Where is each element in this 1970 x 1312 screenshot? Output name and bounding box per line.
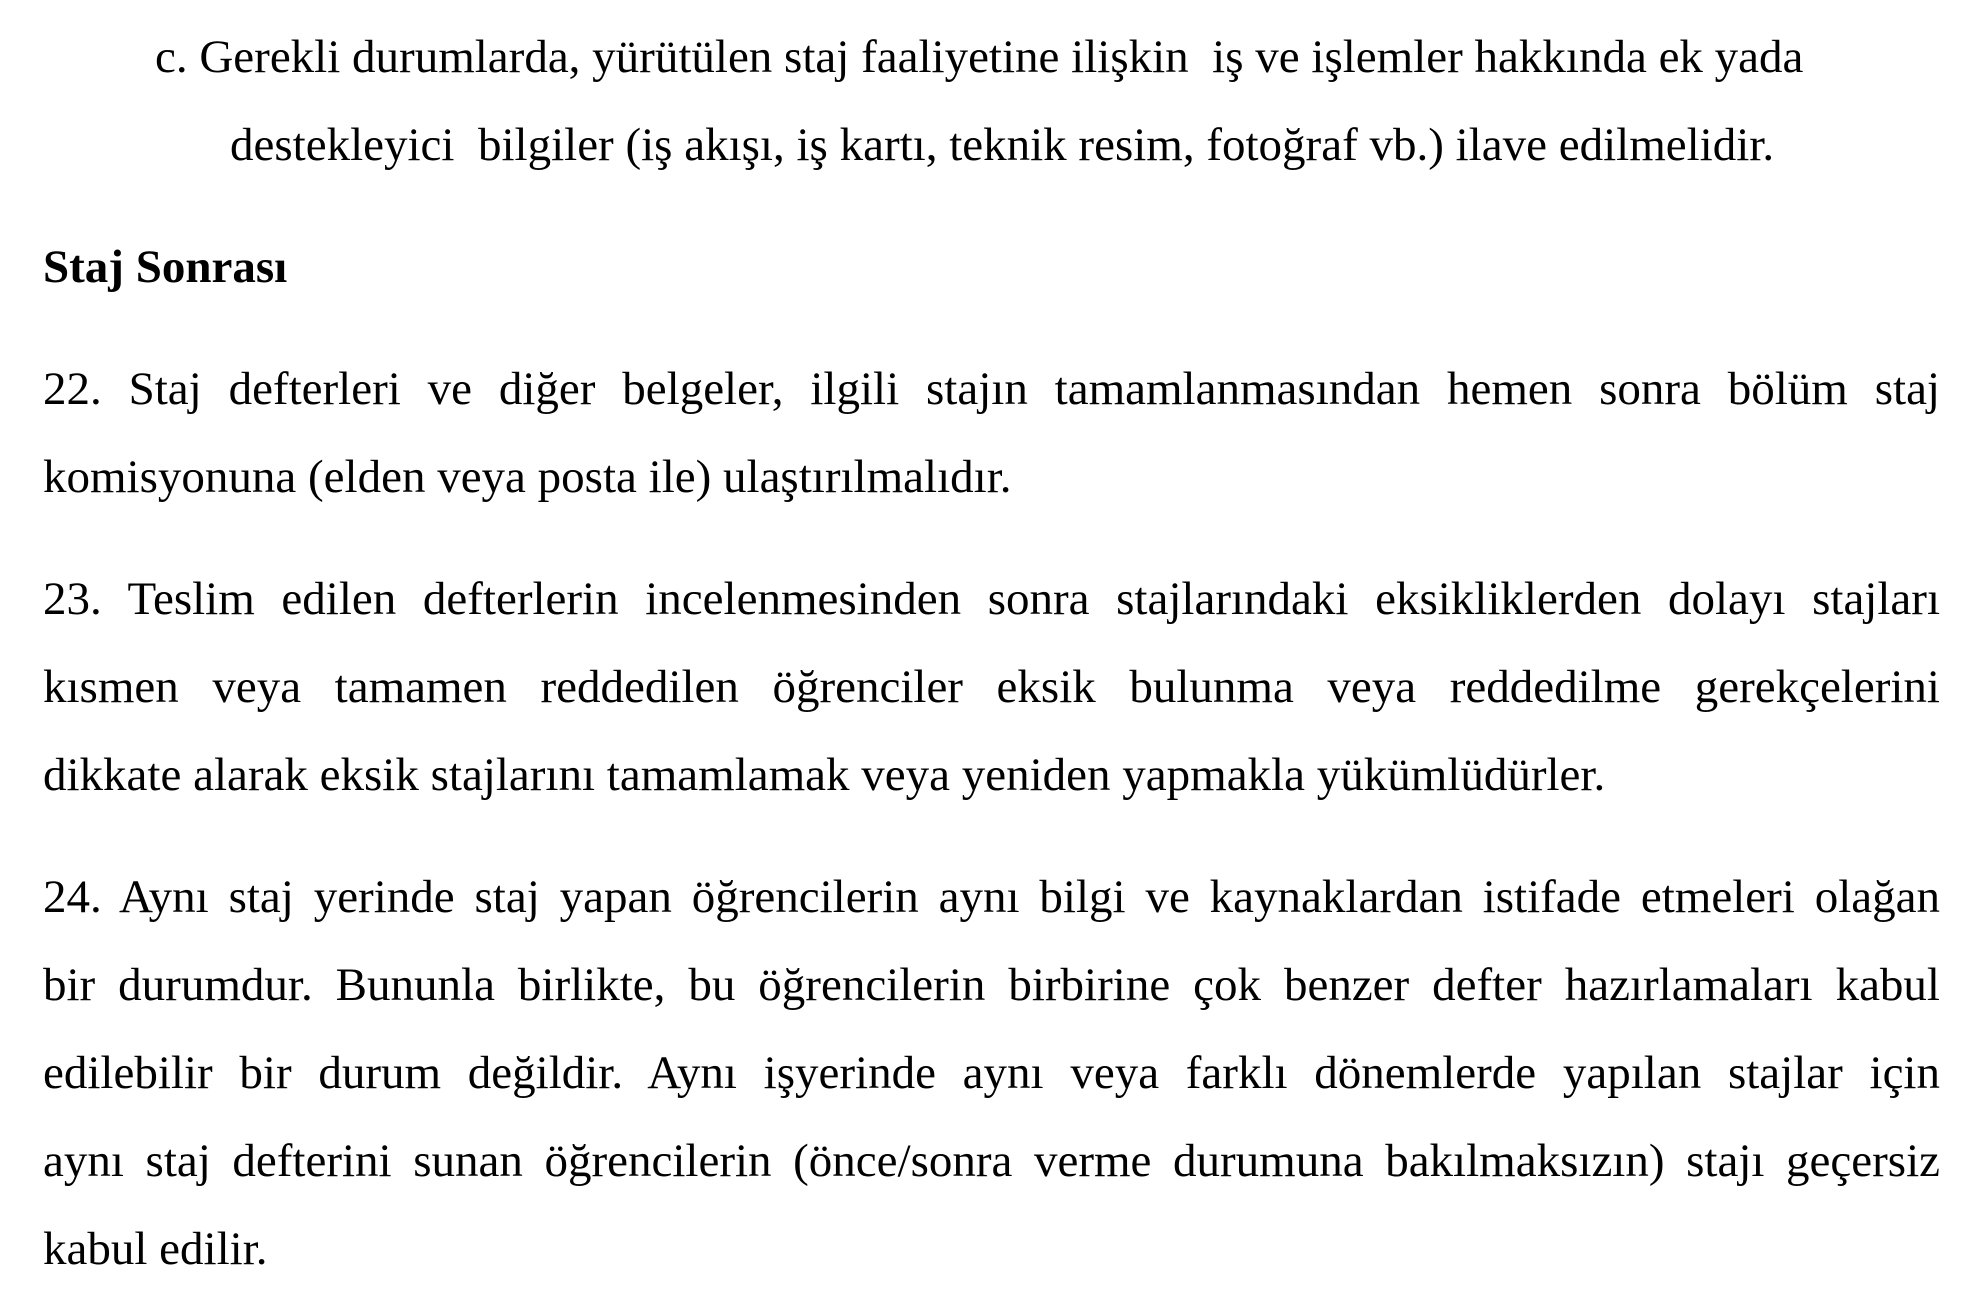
text-line: 22. Staj defterleri ve diğer belgeler, ilgili stajın tamamlanmasından hemen sonra bölüm staj xyxy=(43,363,1940,415)
text-line: kısmen veya tamamen reddedilen öğrenciler eksik bulunma veya reddedilme gerekçelerini xyxy=(43,661,1940,713)
section-heading-staj-sonrasi: Staj Sonrası xyxy=(43,241,288,293)
text-line: dikkate alarak eksik stajlarını tamamlamak veya yeniden yapmakla yükümlüdürler. xyxy=(43,749,1606,801)
text-line: bir durumdur. Bununla birlikte, bu öğrencilerin birbirine çok benzer defter hazırlamaları kabul xyxy=(43,959,1940,1011)
text-line: edilebilir bir durum değildir. Aynı işyerinde aynı veya farklı dönemlerde yapılan stajlar için xyxy=(43,1047,1940,1099)
item-c-line-1: c. Gerekli durumlarda, yürütülen staj faaliyetine ilişkin iş ve işlemler hakkında ek yada xyxy=(155,31,1804,83)
paragraph-23 xyxy=(43,555,1940,819)
paragraph-24 xyxy=(43,853,1940,1293)
paragraph-22 xyxy=(43,345,1940,521)
text-line: 24. Aynı staj yerinde staj yapan öğrencilerin aynı bilgi ve kaynaklardan istifade etmeleri olağan xyxy=(43,871,1940,923)
text-line: kabul edilir. xyxy=(43,1223,268,1275)
list-item-c xyxy=(43,13,1940,189)
text-line: aynı staj defterini sunan öğrencilerin (önce/sonra verme durumuna bakılmaksızın) stajı geçersiz xyxy=(43,1135,1940,1187)
text-line: komisyonuna (elden veya posta ile) ulaştırılmalıdır. xyxy=(43,451,1012,503)
item-c-line-2: destekleyici bilgiler (iş akışı, iş kartı, teknik resim, fotoğraf vb.) ilave edilmelidir. xyxy=(230,119,1775,171)
text-line: 23. Teslim edilen defterlerin incelenmesinden sonra stajlarındaki eksikliklerden dolayı stajları xyxy=(43,573,1940,625)
